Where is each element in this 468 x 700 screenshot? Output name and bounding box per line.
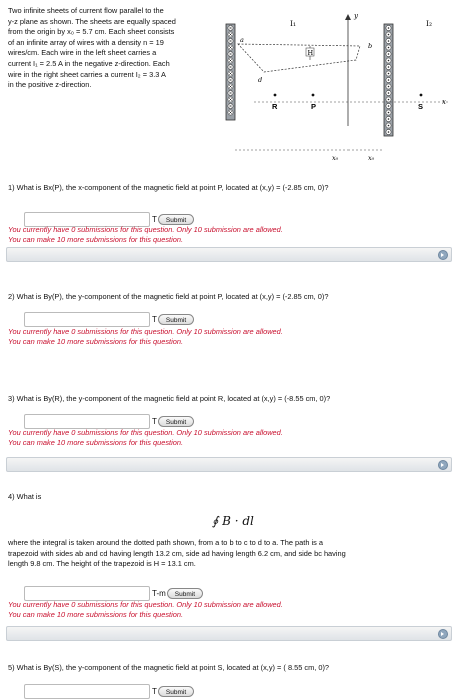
intro-line: in the positive z-direction. — [8, 80, 92, 90]
question-4-answer-input[interactable] — [24, 586, 150, 601]
wire-into-page-icon — [228, 90, 233, 95]
wire-out-of-page-icon — [386, 45, 391, 50]
remaining-submissions-text: You can make 10 more submissions for this question. — [8, 234, 184, 244]
dotted-trapezoid-path — [238, 44, 360, 72]
submission-count-text: You currently have 0 submissions for this question. Only 10 submission are allowed. — [8, 428, 283, 437]
wire-into-page-icon — [228, 58, 233, 63]
question-5-text: 5) What is By(S), the y-component of the magnetic field at point S, located at (x,y) = ( 8.55 cm, 0)? — [8, 663, 330, 672]
submission-count-text: You currently have 0 submissions for this question. Only 10 submission are allowed. — [8, 327, 283, 336]
intro-line: current I₁ = 2.5 A in the negative z-direction. Each — [8, 58, 170, 68]
right-sheet-wires — [386, 25, 391, 134]
wire-out-of-page-icon — [386, 71, 391, 76]
remaining-submissions-text: You can make 10 more submissions for this question. — [8, 437, 184, 447]
submission-count-text: You currently have 0 submissions for this question. Only 10 submission are allowed. — [8, 600, 283, 609]
wire-into-page-icon — [228, 71, 233, 76]
wire-out-of-page-icon — [386, 51, 391, 56]
question-5-answer-row — [24, 684, 194, 698]
current-sheets-figure — [198, 2, 462, 170]
intro-line: Two infinite sheets of current flow parallel to the — [8, 6, 164, 15]
description-line: trapezoid with sides ab and cd having length 13.2 cm, side ad having length 6.2 cm, and side bc having — [8, 548, 346, 558]
wire-out-of-page-icon — [386, 110, 391, 115]
question-4-submit-button[interactable]: Submit — [167, 588, 203, 599]
wire-out-of-page-icon — [386, 32, 391, 37]
question-3-warning — [8, 428, 283, 448]
question-2-text: 2) What is By(P), the y-component of the magnetic field at point P, located at (x,y) = (-2.85 cm, 0)? — [8, 292, 329, 301]
question-2-unit: T — [152, 314, 157, 324]
point-R — [274, 94, 277, 97]
wire-into-page-icon — [228, 45, 233, 50]
wire-out-of-page-icon — [386, 25, 391, 30]
wire-into-page-icon — [228, 25, 233, 30]
question-4-description — [8, 538, 460, 570]
label-I1: I₁ — [290, 19, 296, 28]
label-x0-left: x₀ — [332, 154, 339, 162]
wire-out-of-page-icon — [386, 123, 391, 128]
intro-line: wires/cm. Each wire in the left sheet carries a — [8, 48, 157, 58]
description-line: where the integral is taken around the dotted path shown, from a to b to c to d to a. The path is a — [8, 538, 323, 547]
label-x0-right: x₀ — [368, 154, 375, 162]
x-axis-label: x — [442, 98, 446, 106]
wire-out-of-page-icon — [386, 116, 391, 121]
wire-out-of-page-icon — [386, 103, 391, 108]
expand-icon[interactable] — [438, 460, 448, 470]
wire-out-of-page-icon — [386, 58, 391, 63]
label-P: P — [311, 102, 317, 111]
y-axis-label: y — [354, 12, 358, 20]
wire-into-page-icon — [228, 110, 233, 115]
question-5-submit-button[interactable]: Submit — [158, 686, 194, 697]
label-H: H — [307, 49, 314, 57]
wire-out-of-page-icon — [386, 97, 391, 102]
question-3-unit: T — [152, 416, 157, 426]
submission-count-text: You currently have 0 submissions for this question. Only 10 submission are allowed. — [8, 225, 283, 234]
question-2-answer-row — [24, 312, 194, 326]
line-integral-expression: ∮ B · dl — [212, 514, 254, 528]
wire-into-page-icon — [228, 97, 233, 102]
label-a: a — [240, 36, 244, 44]
y-axis-arrow — [345, 14, 351, 20]
question-3-submit-button[interactable]: Submit — [158, 416, 194, 427]
question-4-warning — [8, 600, 283, 620]
wire-into-page-icon — [228, 77, 233, 82]
point-S — [420, 94, 423, 97]
wire-into-page-icon — [228, 84, 233, 89]
question-2-answer-input[interactable] — [24, 312, 150, 327]
wire-out-of-page-icon — [386, 90, 391, 95]
label-R: R — [272, 102, 278, 111]
question-1-warning — [8, 225, 283, 245]
wire-into-page-icon — [228, 32, 233, 37]
intro-line: of an infinite array of wires with a density n = 19 — [8, 37, 164, 47]
wire-out-of-page-icon — [386, 77, 391, 82]
question-1-unit: T — [152, 214, 157, 224]
expand-icon[interactable] — [438, 250, 448, 260]
question-5-unit: T — [152, 686, 157, 696]
question-4-answer-row — [24, 586, 203, 600]
question-1-answer-row — [24, 212, 194, 226]
intro-line: from the origin by x₀ = 5.7 cm. Each sheet consists — [8, 27, 175, 37]
remaining-submissions-text: You can make 10 more submissions for this question. — [8, 609, 184, 619]
question-1-text: 1) What is Bx(P), the x-component of the magnetic field at point P, located at (x,y) = (-2.85 cm, 0)? — [8, 183, 329, 192]
question-4-unit: T-m — [152, 588, 166, 598]
intro-line: y-z plane as shown. The sheets are equally spaced — [8, 16, 176, 26]
problem-intro — [8, 6, 196, 91]
label-S: S — [418, 102, 424, 111]
intro-line: wire in the right sheet carries a current I₂ = 3.3 A — [8, 69, 166, 79]
label-b: b — [368, 42, 373, 50]
wire-into-page-icon — [228, 38, 233, 43]
question-5-answer-input[interactable] — [24, 684, 150, 699]
question-1-hint-bar[interactable] — [6, 247, 452, 262]
point-P — [312, 94, 315, 97]
question-3-text: 3) What is By(R), the y-component of the magnetic field at point R, located at (x,y) = (-8.55 cm, 0)? — [8, 394, 331, 403]
wire-out-of-page-icon — [386, 64, 391, 69]
expand-icon[interactable] — [438, 629, 448, 639]
question-1-submit-button[interactable]: Submit — [158, 214, 194, 225]
label-I2: I₂ — [426, 19, 432, 28]
wire-into-page-icon — [228, 64, 233, 69]
question-3-hint-bar[interactable] — [6, 457, 452, 472]
question-3-answer-row — [24, 414, 194, 428]
wire-out-of-page-icon — [386, 129, 391, 134]
question-4-hint-bar[interactable] — [6, 626, 452, 641]
question-4-text: 4) What is — [8, 492, 42, 501]
label-d: d — [258, 76, 263, 84]
remaining-submissions-text: You can make 10 more submissions for this question. — [8, 336, 184, 346]
wire-out-of-page-icon — [386, 84, 391, 89]
question-2-submit-button[interactable]: Submit — [158, 314, 194, 325]
wire-into-page-icon — [228, 103, 233, 108]
wire-out-of-page-icon — [386, 38, 391, 43]
question-2-warning — [8, 327, 283, 347]
wire-into-page-icon — [228, 51, 233, 56]
description-line: length 9.8 cm. The height of the trapezoid is H = 13.1 cm. — [8, 559, 196, 569]
question-3-answer-input[interactable] — [24, 414, 150, 429]
